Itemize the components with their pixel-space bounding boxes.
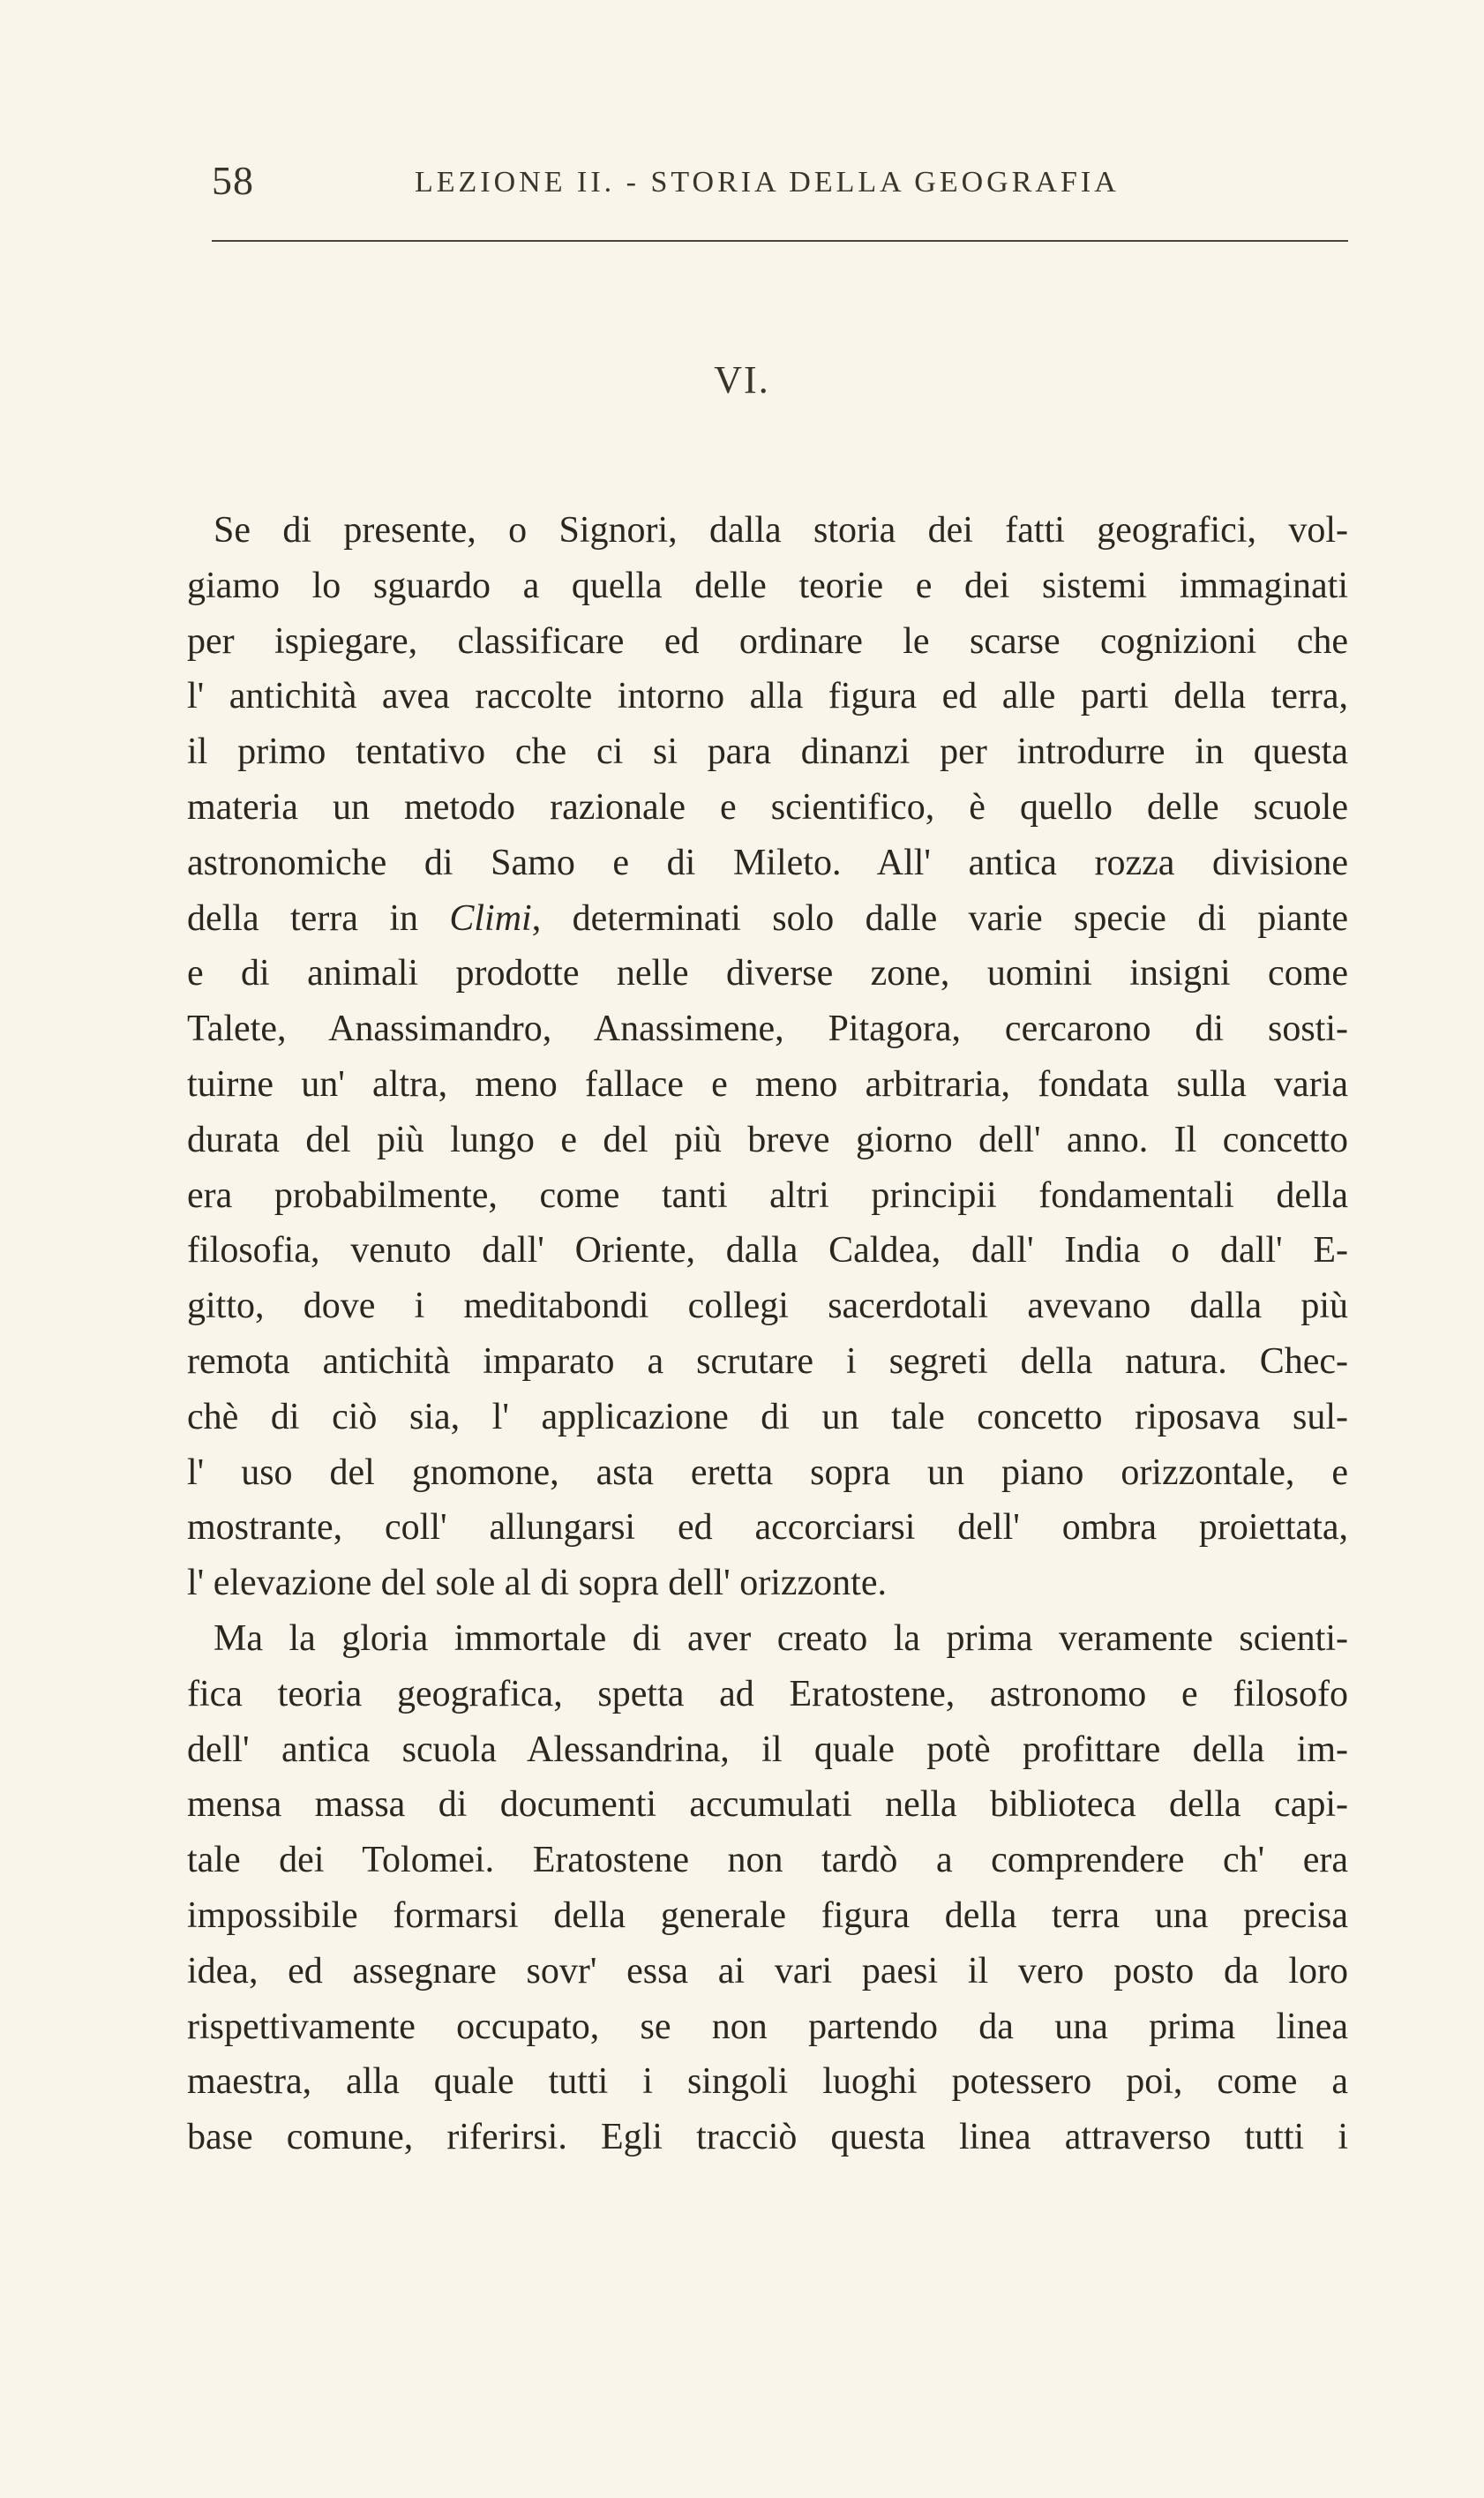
text-line: mensa massa di documenti accumulati nella biblioteca della capi-: [187, 1784, 1348, 1826]
text-line: e di animali prodotte nelle diverse zone, uomini insigni come: [187, 953, 1348, 994]
text-line: il primo tentativo che ci si para dinanzi per introdurre in questa: [187, 731, 1348, 773]
section-number: VI.: [714, 358, 770, 401]
body-text: [187, 503, 1348, 2165]
text-line: chè di ciò sia, l' applicazione di un tale concetto riposava sul-: [187, 1396, 1348, 1437]
header-rule: [212, 240, 1348, 242]
text-line: era probabilmente, come tanti altri principii fondamentali della: [187, 1174, 1348, 1216]
page-number: 58: [212, 158, 254, 203]
text-line: filosofia, venuto dall' Oriente, dalla Caldea, dall' India o dall' E-: [187, 1230, 1348, 1272]
text-line: l' antichità avea raccolte intorno alla figura ed alle parti della terra,: [187, 676, 1348, 717]
text-line: Talete, Anassimandro, Anassimene, Pitagora, cercarono di sosti-: [187, 1009, 1348, 1050]
text-line: base comune, riferirsi. Egli tracciò questa linea attraverso tutti i: [187, 2117, 1348, 2158]
text-line: l' uso del gnomone, asta eretta sopra un piano orizzontale, e: [187, 1452, 1348, 1493]
text-line: dell' antica scuola Alessandrina, il quale potè profittare della im-: [187, 1729, 1348, 1770]
text-line: fica teoria geografica, spetta ad Eratostene, astronomo e filosofo: [187, 1673, 1348, 1714]
text-line: maestra, alla quale tutti i singoli luoghi potessero poi, come a: [187, 2061, 1348, 2103]
text-line: materia un metodo razionale e scientifico, è quello delle scuole: [187, 786, 1348, 828]
text-line: Se di presente, o Signori, dalla storia dei fatti geografici, vol-: [214, 510, 1348, 551]
text-line: della terra in Climi, determinati solo dalle varie specie di piante: [187, 897, 1348, 939]
text-line: giamo lo sguardo a quella delle teorie e dei sistemi immaginati: [187, 565, 1348, 606]
text-line: per ispiegare, classificare ed ordinare le scarse cognizioni che: [187, 620, 1348, 662]
running-head: [0, 157, 1484, 210]
text-line: Ma la gloria immortale di aver creato la prima veramente scienti-: [214, 1617, 1348, 1659]
text-line: remota antichità imparato a scrutare i segreti della natura. Chec-: [187, 1340, 1348, 1382]
text-line: impossibile formarsi della generale figura della terra una precisa: [187, 1894, 1348, 1936]
text-line: durata del più lungo e del più breve giorno dell' anno. Il concetto: [187, 1119, 1348, 1160]
text-line: idea, ed assegnare sovr' essa ai vari paesi il vero posto da loro: [187, 1950, 1348, 1992]
text-line: l' elevazione del sole al di sopra dell' orizzonte.: [187, 1563, 887, 1604]
text-line: gitto, dove i meditabondi collegi sacerdotali avevano dalla più: [187, 1286, 1348, 1327]
text-line: tuirne un' altra, meno fallace e meno arbitraria, fondata sulla varia: [187, 1063, 1348, 1105]
text-line: mostrante, coll' allungarsi ed accorciarsi dell' ombra proiettata,: [187, 1507, 1348, 1549]
running-head-title: LEZIONE II. - STORIA DELLA GEOGRAFIA: [415, 166, 1120, 199]
text-line: astronomiche di Samo e di Mileto. All' antica rozza divisione: [187, 842, 1348, 883]
text-line: rispettivamente occupato, se non partendo da una prima linea: [187, 2006, 1348, 2047]
text-line: tale dei Tolomei. Eratostene non tardò a comprendere ch' era: [187, 1840, 1348, 1881]
italic-term: Climi: [449, 897, 532, 939]
